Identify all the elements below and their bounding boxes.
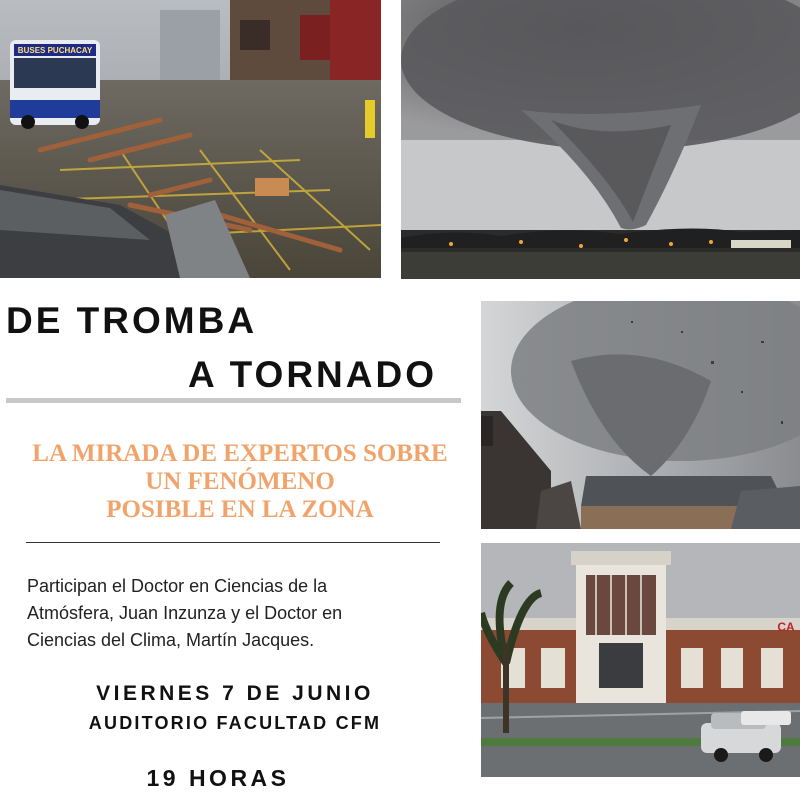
bus-sign-text: BUSES PUCHACAY xyxy=(17,46,93,55)
subtitle xyxy=(6,440,474,524)
photo-damaged-mall xyxy=(481,543,800,777)
photo-tornado-funnel xyxy=(401,0,800,279)
section-divider xyxy=(26,542,440,543)
mall-sign-text: CA xyxy=(777,620,795,634)
subtitle-line-3: POSIBLE EN LA ZONA xyxy=(106,496,374,523)
photo-damaged-street xyxy=(0,0,381,278)
subtitle-line-1: LA MIRADA DE EXPERTOS SOBRE xyxy=(32,440,448,467)
title-line-2: A TORNADO xyxy=(188,354,437,395)
participants-text xyxy=(27,573,457,654)
participants-line-3: Ciencias del Clima, Martín Jacques. xyxy=(27,630,315,650)
event-venue: AUDITORIO FACULTAD CFM xyxy=(88,713,382,733)
participants-line-2: Atmósfera, Juan Inzunza y el Doctor en xyxy=(27,603,343,623)
title-line-1: DE TROMBA xyxy=(6,300,258,341)
photo-tornado-rooftops xyxy=(481,301,800,529)
subtitle-line-2: UN FENÓMENO xyxy=(145,468,335,495)
title-divider xyxy=(6,398,461,403)
event-time: 19 HORAS xyxy=(146,765,290,791)
event-date: VIERNES 7 DE JUNIO xyxy=(96,682,374,705)
participants-line-1: Participan el Doctor en Ciencias de la xyxy=(27,576,328,596)
